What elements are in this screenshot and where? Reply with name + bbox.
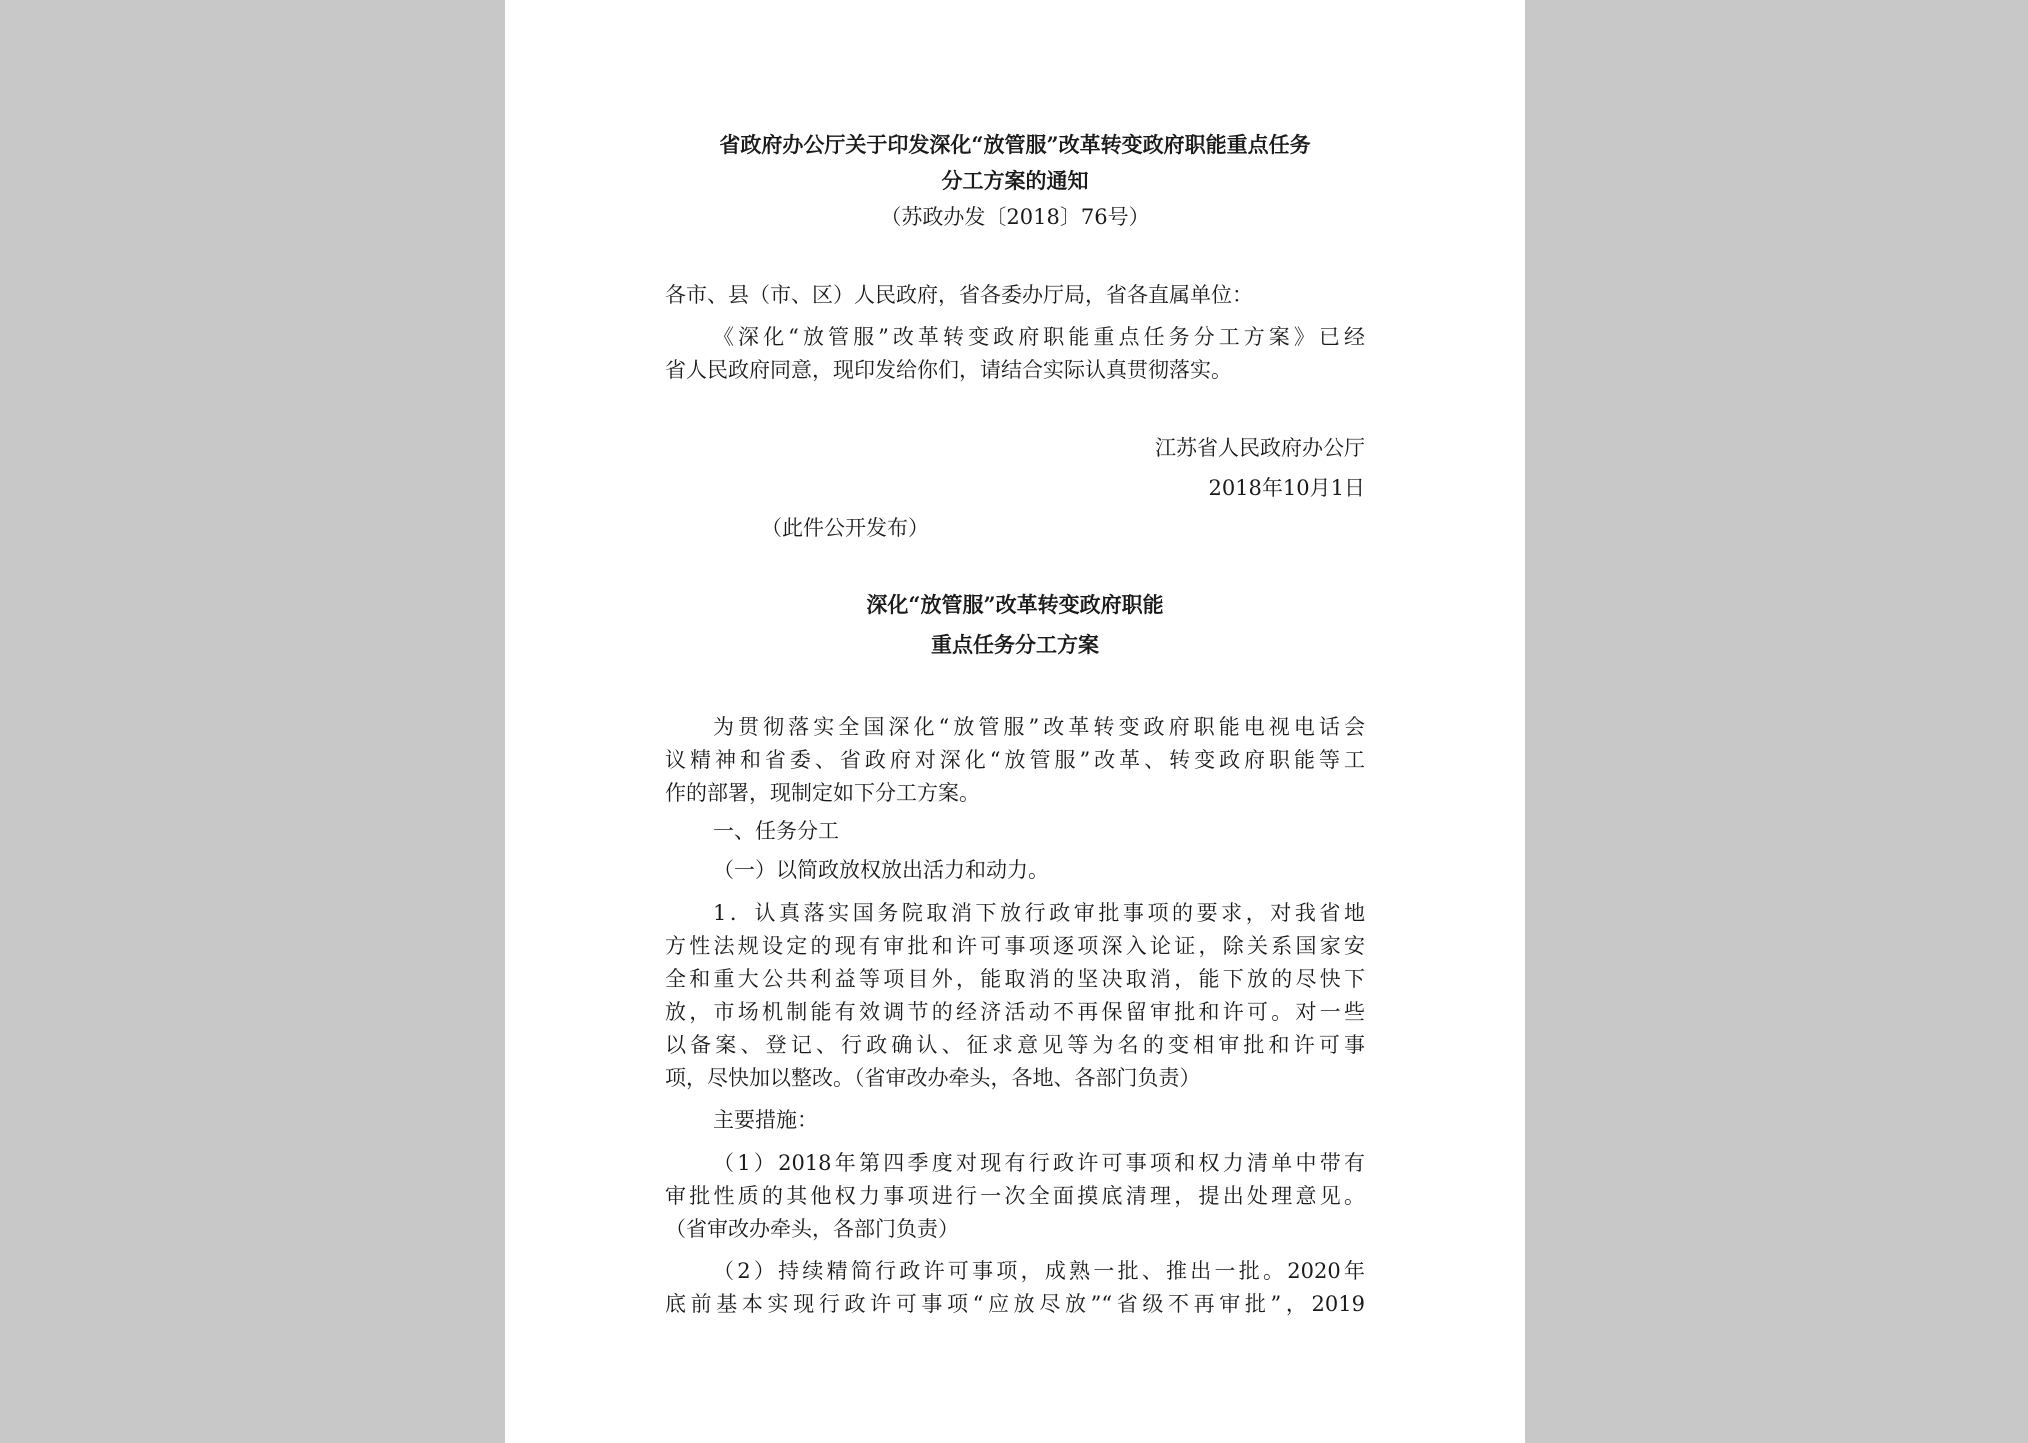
- section-heading-1: 一、任务分工: [713, 819, 839, 843]
- intro-line-1: 为贯彻落实全国深化“放管服”改革转变政府职能电视电话会: [713, 715, 1365, 739]
- item1-line-5: 以备案、登记、行政确认、征求意见等为名的变相审批和许可事: [665, 1033, 1365, 1057]
- notice-body-line-1: 《深化“放管服”改革转变政府职能重点任务分工方案》已经: [713, 325, 1365, 349]
- publication-note: （此件公开发布）: [761, 516, 929, 540]
- measure1-line-3: （省审改办牵头，各部门负责）: [665, 1217, 959, 1241]
- subsection-heading-1: （一）以简政放权放出活力和动力。: [713, 858, 1049, 882]
- item1-line-1: 1．认真落实国务院取消下放行政审批事项的要求，对我省地: [713, 901, 1365, 925]
- document-page: [505, 0, 1525, 1443]
- measures-label: 主要措施：: [713, 1108, 818, 1132]
- measure1-line-1: （1）2018年第四季度对现有行政许可事项和权力清单中带有: [713, 1151, 1365, 1175]
- item1-line-3: 全和重大公共利益等项目外，能取消的坚决取消，能下放的尽快下: [665, 967, 1365, 991]
- notice-body-line-2: 省人民政府同意，现印发给你们，请结合实际认真贯彻落实。: [665, 358, 1232, 382]
- plan-title-line-1: 深化“放管服”改革转变政府职能: [866, 592, 1164, 617]
- notice-title-line-2: 分工方案的通知: [941, 168, 1089, 193]
- doc-number: （苏政办发〔2018〕76号）: [880, 205, 1150, 229]
- item1-line-4: 放，市场机制能有效调节的经济活动不再保留审批和许可。对一些: [665, 1000, 1365, 1024]
- measure1-line-2: 审批性质的其他权力事项进行一次全面摸底清理，提出处理意见。: [665, 1184, 1365, 1208]
- item1-line-6: 项，尽快加以整改。（省审改办牵头，各地、各部门负责）: [665, 1066, 1201, 1090]
- intro-line-2: 议精神和省委、省政府对深化“放管服”改革、转变政府职能等工: [665, 748, 1365, 772]
- issue-date: 2018年10月1日: [1208, 476, 1365, 500]
- item1-line-2: 方性法规设定的现有审批和许可事项逐项深入论证，除关系国家安: [665, 934, 1365, 958]
- notice-title-line-1: 省政府办公厅关于印发深化“放管服”改革转变政府职能重点任务: [719, 132, 1311, 157]
- plan-title-line-2: 重点任务分工方案: [931, 632, 1099, 657]
- measure2-line-2: 底前基本实现行政许可事项“应放尽放”“省级不再审批”，2019: [665, 1292, 1365, 1316]
- salutation: 各市、县（市、区）人民政府，省各委办厅局，省各直属单位：: [665, 283, 1253, 307]
- issuer: 江苏省人民政府办公厅: [1155, 436, 1365, 460]
- intro-line-3: 作的部署，现制定如下分工方案。: [665, 781, 980, 805]
- measure2-line-1: （2）持续精简行政许可事项，成熟一批、推出一批。2020年: [713, 1259, 1365, 1283]
